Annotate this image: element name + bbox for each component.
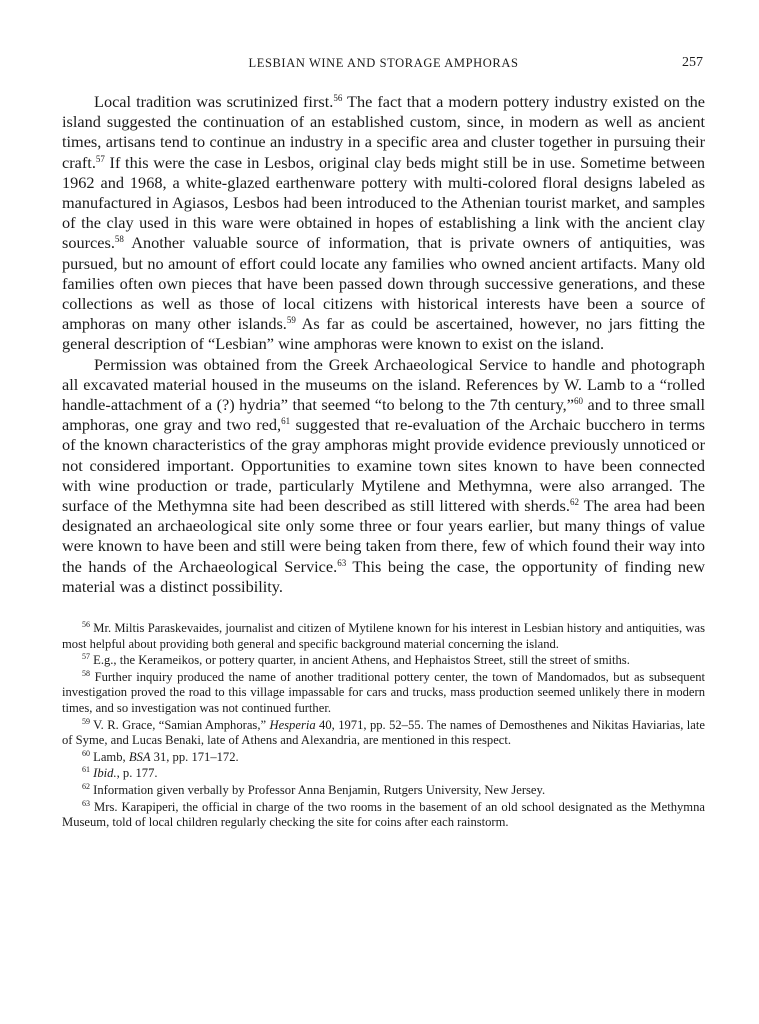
footnote-text: Further inquiry produced the name of another traditional pottery center, the town of Mandomados, but as subsequent investigation proved the road to this village impassable for cars and trucks, mass production seemed unlikely there in modern times, and so investigation was not continued further. xyxy=(62,669,705,716)
text-run: Permission was obtained from the Greek Archaeological Service to handle and photograph all excavated material housed in the museums on the island. References by W. Lamb to a “rolled handle-attachment of a (?) hydria” that seemed “to belong to the 7th century,” xyxy=(62,354,705,415)
footnote-text: Lamb, xyxy=(90,749,129,764)
footnote-ref: 63 xyxy=(337,557,347,568)
footnote-number: 61 xyxy=(82,765,90,775)
footnote-number: 56 xyxy=(82,620,90,630)
footnote-58 xyxy=(62,670,705,717)
footnote-62 xyxy=(62,783,705,799)
footnote-text: , p. 177. xyxy=(116,766,158,781)
running-head-title: LESBIAN WINE AND STORAGE AMPHORAS xyxy=(248,56,519,70)
text-run: and to three small amphoras, one gray and two red, xyxy=(62,395,705,435)
footnote-ref: 59 xyxy=(286,315,296,326)
footnote-number: 59 xyxy=(82,716,90,726)
text-run: If this were the case in Lesbos, original clay beds might still be in use. Sometime between 1962 and 1968, a white-glazed earthenware pottery with multi-colored floral designs labeled as manufactured in Agiasos, Lesbos had been introduced to the Athenian tourist market, and samples of the clay used in this ware were obtained in hopes of establishing a link with the ancient clay sources. xyxy=(62,152,705,253)
footnote-text: 31, pp. 171–172. xyxy=(150,749,239,764)
page xyxy=(62,52,705,832)
page-number: 257 xyxy=(682,55,703,70)
footnote-ref: 61 xyxy=(281,416,291,427)
footnote-ref: 60 xyxy=(573,396,583,407)
paragraph-1 xyxy=(62,92,705,355)
footnote-text: Information given verbally by Professor Anna Benjamin, Rutgers University, New Jersey. xyxy=(90,783,546,798)
text-run: As far as could be ascertained, however, no jars fitting the general description of “Lesbian” wine amphoras were known to exist on the island. xyxy=(62,314,705,354)
text-run: Another valuable source of information, that is private owners of antiquities, was pursued, but no amount of effort could locate any families who owned ancient artifacts. Many old families often own pieces that have been passed down through successive generations, and these collections as well as those of local citizens with historical interests have been a source of amphoras on many other islands. xyxy=(62,233,705,334)
footnote-number: 58 xyxy=(82,668,90,678)
footnote-journal-title: Hesperia xyxy=(269,717,316,732)
text-run: The fact that a modern pottery industry existed on the island suggested the continuation of an established custom, since, in modern as well as ancient times, artisans tend to continue an industry in a specific area and cluster together in pursuing their craft. xyxy=(62,92,705,172)
running-head xyxy=(62,52,705,74)
footnote-57 xyxy=(62,653,705,669)
footnote-ibid: Ibid. xyxy=(93,766,117,781)
footnote-number: 63 xyxy=(82,798,90,808)
footnote-60 xyxy=(62,750,705,766)
footnotes xyxy=(62,621,705,831)
text-run: This being the case, the opportunity of finding new material was a distinct possibility. xyxy=(62,556,705,596)
footnote-59 xyxy=(62,718,705,749)
footnote-ref: 62 xyxy=(569,497,579,508)
text-run: Local tradition was scrutinized first. xyxy=(94,92,334,111)
text-run: The area had been designated an archaeological site only some three or four years earlier, but many things of value were known to have been and still were being taken from there, few of which found their way into the hands of the Archaeological Service. xyxy=(62,496,705,576)
footnote-63 xyxy=(62,800,705,831)
body-text xyxy=(62,92,705,597)
footnote-61 xyxy=(62,766,705,782)
footnote-journal-title: BSA xyxy=(128,749,151,764)
footnote-number: 60 xyxy=(82,748,90,758)
footnote-56 xyxy=(62,621,705,652)
footnote-number: 62 xyxy=(82,782,90,792)
footnote-ref: 58 xyxy=(114,234,124,245)
footnote-text: Mr. Miltis Paraskevaides, journalist and citizen of Mytilene known for his interest in Lesbian history and antiquities, was most helpful about providing both general and specific background material concerning the island. xyxy=(62,621,705,651)
footnote-text: V. R. Grace, “Samian Amphoras,” xyxy=(90,717,270,732)
footnote-text: E.g., the Kerameikos, or pottery quarter, in ancient Athens, and Hephaistos Street, still the street of smiths. xyxy=(90,653,630,668)
text-run: suggested that re-evaluation of the Archaic bucchero in terms of the known characteristics of the gray amphoras might provide evidence previously unnoticed or not considered important. Opportunities to examine town sites known to have been connected with wine production or trade, particularly Mytilene and Methymna, were also arranged. The surface of the Methymna site had been described as still littered with sherds. xyxy=(62,415,705,516)
paragraph-2 xyxy=(62,355,705,597)
footnote-ref: 57 xyxy=(95,153,105,164)
footnote-ref: 56 xyxy=(333,93,343,103)
footnote-text: Mrs. Karapiperi, the official in charge of the two rooms in the basement of an old school designated as the Methymna Museum, told of local children regularly checking the site for coins after each rainstorm. xyxy=(62,799,705,830)
footnote-text: 40, 1971, pp. 52–55. The names of Demosthenes and Nikitas Haviarias, late of Syme, and Lucas Benaki, late of Athens and Alexandria, are mentioned in this respect. xyxy=(62,717,705,748)
footnote-number: 57 xyxy=(82,652,90,662)
